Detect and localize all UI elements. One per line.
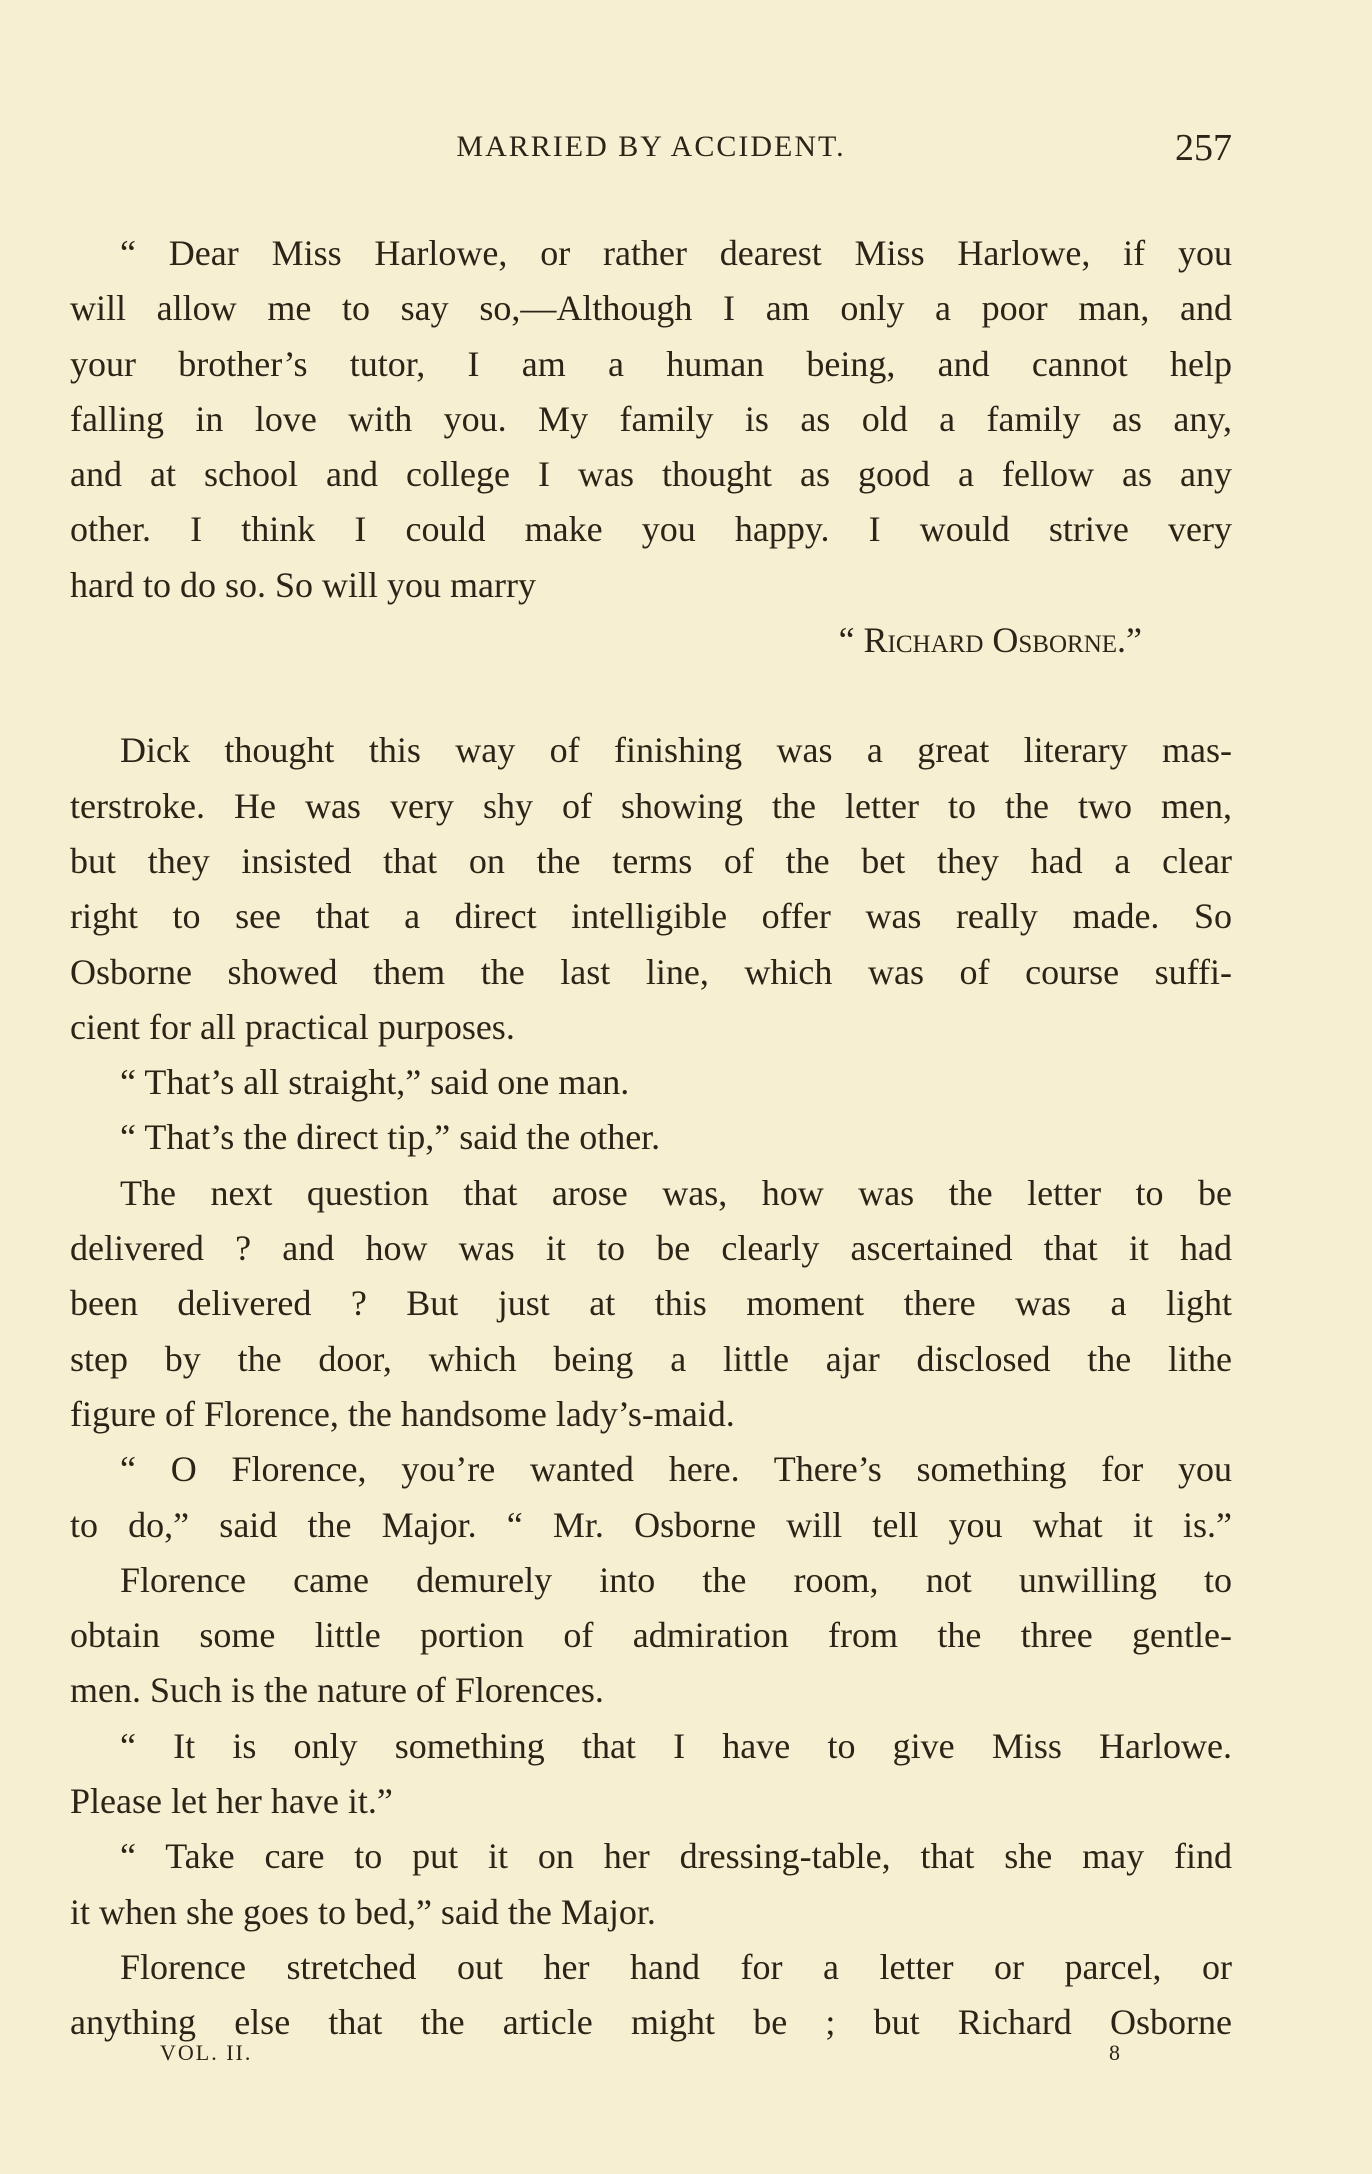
page-number: 257 [1175,127,1232,169]
paragraph [70,1110,1232,1165]
text-line: delivered ? and how was it to be clearly ascertained that it had [70,1228,1232,1269]
text-line: anything else that the article might be ; but Richard Osborne [70,2002,1232,2043]
text-line: “ Dear Miss Harlowe, or rather dearest Miss Harlowe, if you [120,233,1232,273]
text-line: Florence came demurely into the room, not unwilling to [120,1559,1232,1600]
text-line: “ That’s the direct tip,” said the other. [120,1117,661,1158]
text-line: to do,” said the Major. “ Mr. Osborne will tell you what it is.” [70,1504,1232,1545]
text-line: “ It is only something that I have to give Miss Harlowe. [120,1725,1232,1766]
text-line: “ O Florence, you’re wanted here. There’s something for you [120,1449,1232,1490]
text-line: but they insisted that on the terms of the bet they had a clear [70,840,1232,881]
text-line: The next question that arose was, how was the letter to be [120,1172,1232,1213]
text-line: falling in love with you. My family is as old a family as any, [70,398,1232,439]
text-line: Dick thought this way of finishing was a great literary mas- [120,730,1232,771]
text-line: men. Such is the nature of Florences. [70,1670,604,1711]
text-line: figure of Florence, the handsome lady’s-maid. [70,1393,735,1434]
text-line: cient for all practical purposes. [70,1006,515,1047]
paragraph [70,1940,1232,2051]
text-line: will allow me to say so,—Although I am only a poor man, and [70,288,1232,329]
volume-mark: VOL. II. [160,2040,253,2065]
text-line: terstroke. He was very shy of showing the letter to the two men, [70,785,1232,826]
text-line: “ That’s all straight,” said one man. [120,1062,630,1103]
paragraph [70,1442,1232,1553]
text-line: hard to do so. So will you marry [70,564,536,605]
paragraph [70,1719,1232,1830]
running-title: MARRIED BY ACCIDENT. [456,130,846,163]
page-header [70,127,1232,180]
page-footer [160,2040,1122,2066]
text-line: it when she goes to bed,” said the Major. [70,1891,656,1932]
letter-paragraph [70,226,1232,668]
text-line: and at school and college I was thought as good a fellow as any [70,454,1232,495]
paragraph [70,723,1232,1055]
paragraph [70,1166,1232,1442]
paragraph [70,1553,1232,1719]
text-line: right to see that a direct intelligible offer was really made. So [70,896,1232,937]
paragraph-gap [70,668,1232,723]
text-line: been delivered ? But just at this moment there was a light [70,1283,1232,1324]
body-text [70,226,1232,2051]
text-line: step by the door, which being a little ajar disclosed the lithe [70,1338,1232,1379]
text-line: other. I think I could make you happy. I would strive very [70,509,1232,550]
text-line: “ Take care to put it on her dressing-table, that she may find [120,1836,1232,1877]
text-line: your brother’s tutor, I am a human being, and cannot help [70,343,1232,384]
paragraph [70,1055,1232,1110]
text-line: obtain some little portion of admiration from the three gentle- [70,1615,1232,1656]
letter-signature: “ Richard Osborne.” [838,620,1142,661]
text-line: Florence stretched out her hand for a letter or parcel, or [120,1946,1232,1987]
text-line: Please let her have it.” [70,1781,393,1822]
signature-mark: 8 [1109,2040,1122,2065]
text-line: Osborne showed them the last line, which was of course suffi- [70,951,1232,992]
paragraph [70,1829,1232,1940]
